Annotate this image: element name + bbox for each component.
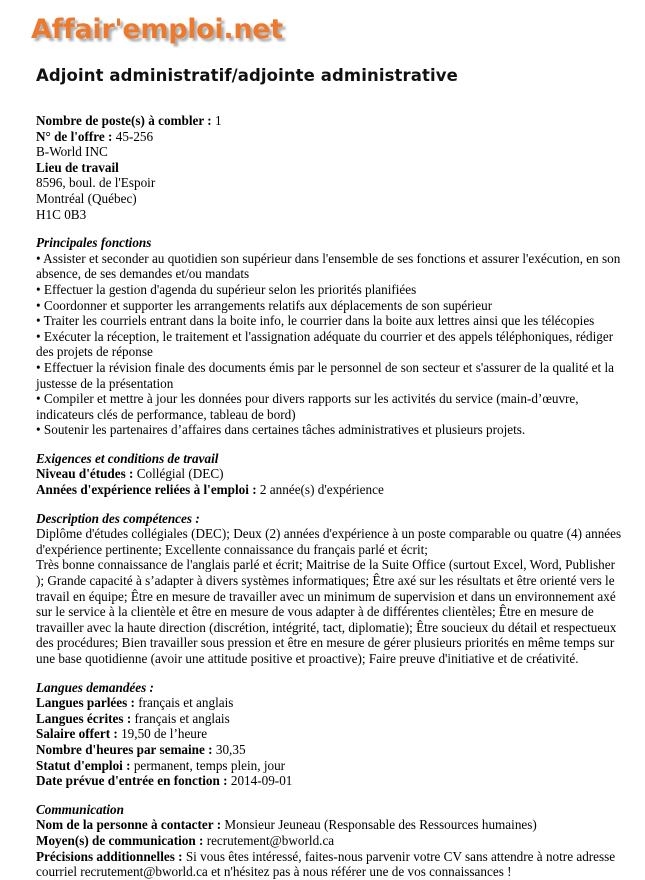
skills-paragraph-1: Diplôme d'études collégiales (DEC); Deux (2) années d'expérience à un poste comparable ou quatre (4) années d'expérience pertinente; Excellente connaissance du français parlé et écrit; [36,526,622,557]
main-functions-section [36,235,622,438]
salary-line [36,726,622,742]
spoken-languages-line [36,695,622,711]
education-label: Niveau d'études : [36,466,134,482]
additional-details-line [36,849,622,880]
requirements-section [36,451,622,498]
address-city: Montréal (Québec) [36,190,137,206]
spacer [36,438,622,451]
requirements-heading: Exigences et conditions de travail [36,450,219,466]
salary-label: Salaire offert : [36,726,118,742]
list-item: • Coordonner et supporter les arrangements relatifs aux déplacements de son supérieur [36,297,493,313]
start-date-label: Date prévue d'entrée en fonction : [36,773,228,789]
skills-heading: Description des compétences : [36,510,200,526]
education-line [36,466,622,482]
communication-means-line [36,833,622,849]
offer-number-label: N° de l'offre : [36,128,113,144]
positions-value: 1 [214,113,222,128]
start-date-value: 2014-09-01 [230,773,293,789]
skills-paragraph-2: Très bonne connaissance de l'anglais parlé et écrit; Maitrise de la Suite Office (surtout Excel, Word, Publisher ); Grande capacité à s’adapter à divers systèmes informatiques; Être axé sur les résultats et être orienté vers le travail en équipe; Être en mesure de travailler avec un minimum de supervision et dans un environnement axé sur le service à la clientèle et être en mesure de vous adapter à de différentes clientèles; Être en mesure de travailler avec la haute direction (discrétion, intégrité, tact, diplomatie); Être soucieux du détail et respectueux des procédures; Bien travailler sous pression et être en mesure de gérer plusieurs priorités en même temps sur une base quotidienne (avoir une attitude positive et proactive); Faire preuve d'initiative et de créativité. [36,557,617,666]
experience-label: Années d'expérience reliées à l'emploi : [36,482,257,498]
offer-number-line [36,129,622,145]
hours-label: Nombre d'heures par semaine : [36,741,213,757]
spacer [36,222,622,235]
offer-number-value: 45-256 [115,128,154,144]
contact-person-label: Nom de la personne à contacter : [36,817,222,833]
address-street: 8596, boul. de l'Espoir [36,175,156,191]
posting-body [36,113,622,880]
employment-status-line [36,758,622,774]
site-logo-text: Affair'emploi.net [31,14,283,45]
list-item: • Traiter les courriels entrant dans la boite info, le courrier dans la boite aux lettres ainsi que les télécopies [36,313,595,329]
additional-details-label: Précisions additionnelles : [36,848,183,864]
skills-section [36,511,622,667]
languages-heading: Langues demandées : [36,679,154,695]
start-date-line [36,773,622,789]
company-name: B-World INC [36,144,108,160]
salary-value: 19,50 de l’heure [121,726,208,742]
spacer [36,789,622,802]
communication-heading: Communication [36,801,124,817]
written-languages-value: français et anglais [134,710,230,726]
languages-section [36,680,622,789]
list-item: • Effectuer la révision finale des documents émis par le personnel de son secteur et s'assurer de la qualité et la justesse de la présentation [36,359,614,391]
contact-person-line [36,817,622,833]
employment-status-label: Statut d'emploi : [36,757,131,773]
experience-line [36,482,622,498]
summary-block [36,113,622,222]
spacer [36,667,622,680]
positions-label: Nombre de poste(s) à combler : [36,113,212,128]
written-languages-line [36,711,622,727]
additional-details-value: Si vous êtes intéressé, faites-nous parvenir votre CV sans attendre à notre adresse courriel recrutement@bworld.ca et n'hésitez pas à nous référer une de vos connaissances ! [36,848,616,880]
communication-section [36,802,622,880]
hours-value: 30,35 [215,741,246,757]
spacer [36,498,622,511]
address-postal: H1C 0B3 [36,206,87,222]
education-value: Collégial (DEC) [136,466,224,482]
hours-line [36,742,622,758]
list-item: • Soutenir les partenaires d’affaires dans certaines tâches administratives et plusieurs projets. [36,422,526,438]
workplace-label: Lieu de travail [36,159,119,175]
spoken-languages-label: Langues parlées : [36,695,135,711]
written-languages-label: Langues écrites : [36,710,132,726]
list-item: • Exécuter la réception, le traitement et l'assignation adéquate du courrier et des appels téléphoniques, rédiger des projets de réponse [36,328,614,360]
spoken-languages-value: français et anglais [138,695,234,711]
main-functions-heading: Principales fonctions [36,235,152,251]
site-logo[interactable] [31,16,283,43]
contact-person-value: Monsieur Jeuneau (Responsable des Ressources humaines) [224,817,537,833]
communication-means-value: recrutement@bworld.ca [206,832,335,848]
page-title: Adjoint administratif/adjointe administrative [36,66,458,85]
employment-status-value: permanent, temps plein, jour [133,757,286,773]
experience-value: 2 année(s) d'expérience [259,482,384,498]
list-item: • Effectuer la gestion d'agenda du supérieur selon les priorités planifiées [36,281,417,297]
communication-means-label: Moyen(s) de communication : [36,832,204,848]
positions-line [36,113,622,129]
list-item: • Compiler et mettre à jour les données pour divers rapports sur les activités du service (main-d’œuvre, indicateurs clés de performance, tableau de bord) [36,391,579,422]
list-item: • Assister et seconder au quotidien son supérieur dans l'ensemble de ses fonctions et assurer l'exécution, en son absence, de ses demandes et/ou mandats [36,250,621,282]
